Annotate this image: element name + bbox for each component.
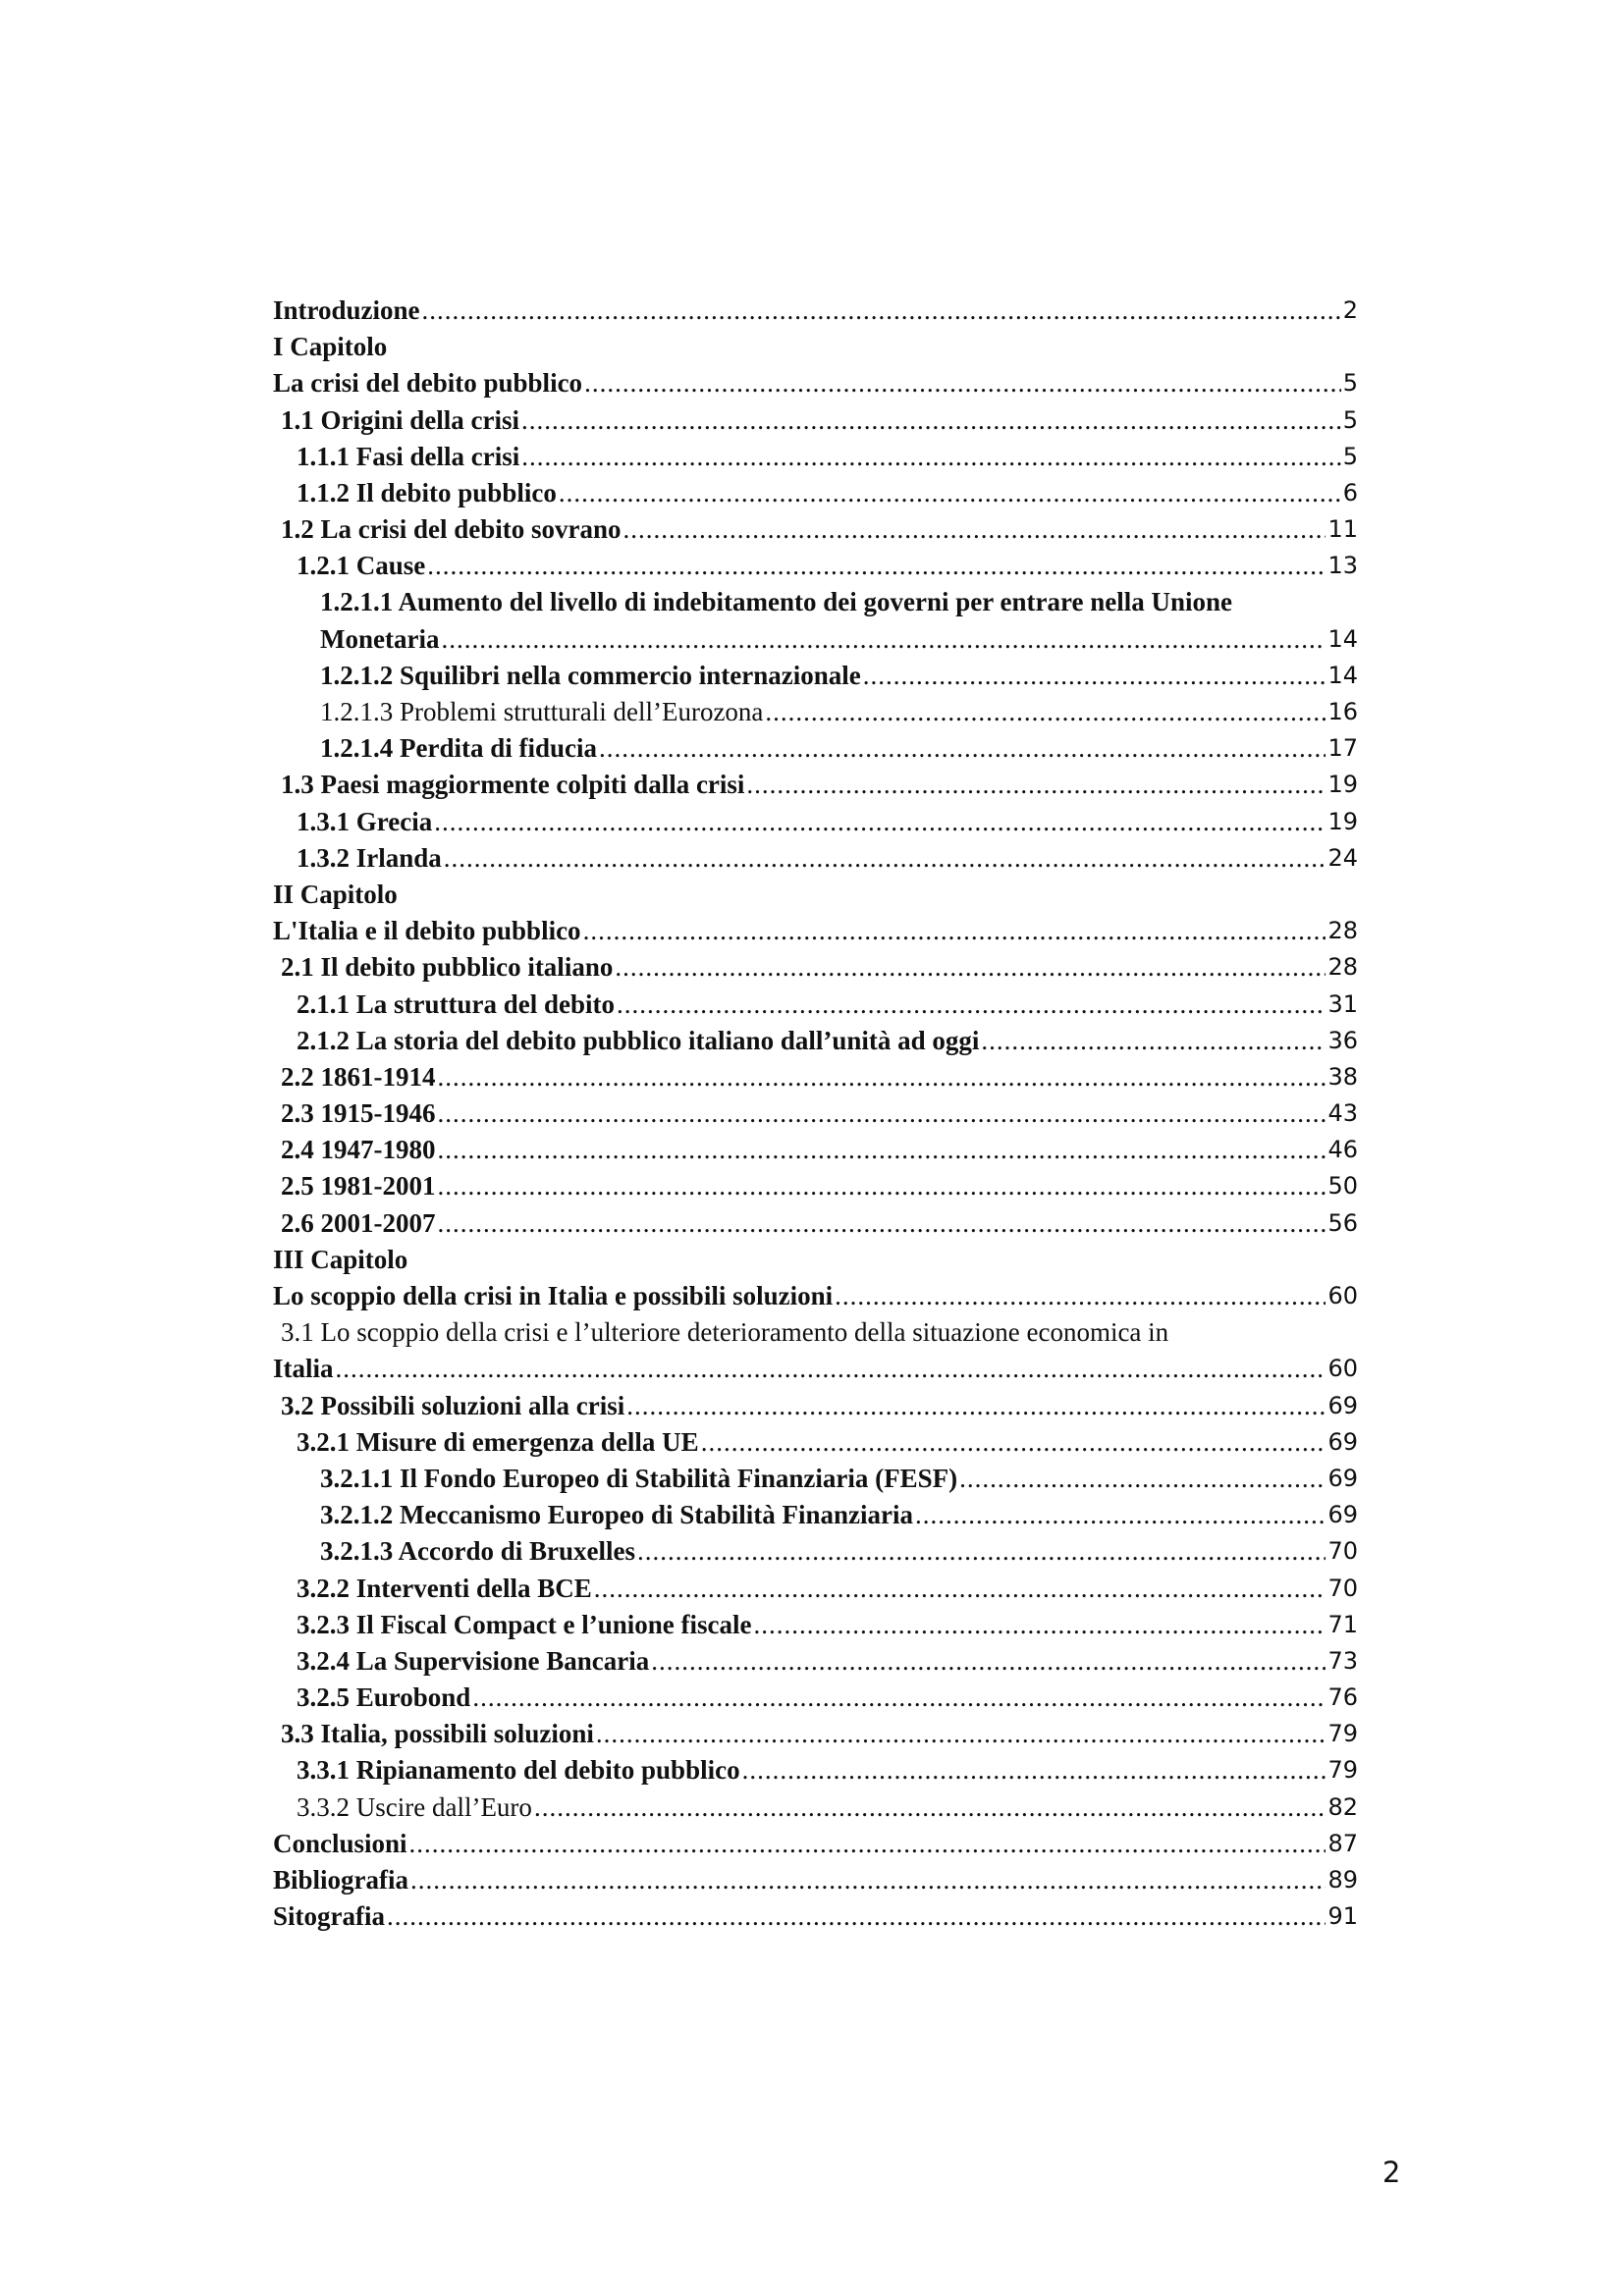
toc-entry	[273, 1533, 1358, 1570]
toc-entry-title: 1.3 Paesi maggiormente colpiti dalla crisi	[281, 770, 745, 800]
toc-entry-page: 46	[1327, 1136, 1358, 1164]
toc-entry-title: 1.1.1 Fasi della crisi	[297, 441, 520, 471]
toc-entry-title: 1.1 Origini della crisi	[281, 404, 519, 435]
toc-entry	[273, 1826, 1358, 1862]
dot-leader	[444, 840, 1326, 877]
dot-leader	[959, 1461, 1325, 1497]
toc-entry	[273, 1607, 1358, 1643]
toc-entry-page: 36	[1327, 1026, 1358, 1054]
toc-entry-title: 1.2.1.1 Aumento del livello di indebitamento dei governi per entrare nella Unione	[320, 587, 1232, 617]
dot-leader	[438, 1168, 1326, 1204]
toc-entry	[273, 365, 1358, 401]
toc-entry-page: 13	[1327, 552, 1358, 580]
toc-entry-title: Lo scoppio della crisi in Italia e possibili soluzioni	[273, 1281, 834, 1311]
dot-leader	[765, 694, 1325, 730]
toc-entry	[273, 949, 1358, 986]
toc-entry	[273, 987, 1358, 1023]
dot-leader	[594, 1571, 1326, 1607]
toc-entry	[273, 329, 1358, 365]
toc-entry-page: 70	[1327, 1537, 1358, 1566]
toc-entry-page: 5	[1342, 442, 1358, 470]
dot-leader	[559, 475, 1341, 511]
toc-entry-title: 3.3 Italia, possibili soluzioni	[281, 1719, 594, 1749]
toc-entry-page: 14	[1327, 624, 1358, 653]
toc-entry-title: 3.2.1.3 Accordo di Bruxelles	[320, 1536, 635, 1567]
toc-entry	[273, 1680, 1358, 1716]
toc-entry-title: 3.2.1.2 Meccanismo Europeo di Stabilità Finanziaria	[320, 1500, 914, 1530]
dot-leader	[427, 548, 1325, 584]
toc-entry-page: 69	[1327, 1464, 1358, 1492]
toc-entry	[273, 1571, 1358, 1607]
toc-entry-title: 1.2.1.2 Squilibri nella commercio internazionale	[320, 660, 861, 690]
toc-entry-page: 87	[1327, 1829, 1358, 1857]
toc-entry-page: 60	[1327, 1282, 1358, 1310]
dot-leader	[617, 987, 1325, 1023]
toc-entry	[273, 767, 1358, 803]
dot-leader	[742, 1752, 1326, 1789]
toc-entry-page: 38	[1327, 1062, 1358, 1091]
toc-entry	[273, 1898, 1358, 1935]
toc-entry-title: Sitografia	[273, 1901, 385, 1932]
toc-entry	[273, 1095, 1358, 1132]
toc-entry	[273, 694, 1358, 730]
dot-leader	[746, 767, 1325, 803]
toc-entry-title: La crisi del debito pubblico	[273, 368, 583, 399]
toc-entry-page: 5	[1342, 369, 1358, 398]
dot-leader	[583, 913, 1326, 949]
toc-entry-page: 6	[1342, 478, 1358, 507]
toc-entry	[273, 877, 1358, 913]
toc-entry-page: 31	[1327, 989, 1358, 1018]
toc-entry	[273, 1424, 1358, 1461]
dot-leader	[623, 511, 1326, 548]
toc-entry	[273, 293, 1358, 329]
toc-entry-title: 3.2.3 Il Fiscal Compact e l’unione fiscale	[297, 1609, 752, 1639]
dot-leader	[438, 1095, 1326, 1132]
toc-entry-page: 76	[1327, 1683, 1358, 1712]
toc-entry-page: 91	[1327, 1902, 1358, 1931]
dot-leader	[596, 1716, 1326, 1752]
dot-leader	[387, 1898, 1325, 1935]
toc-entry	[273, 511, 1358, 548]
toc-entry-page: 79	[1327, 1756, 1358, 1785]
toc-entry-title: 2.4 1947-1980	[281, 1135, 436, 1165]
toc-entry	[273, 1643, 1358, 1680]
toc-entry-page: 70	[1327, 1574, 1358, 1602]
toc-entry-title: 1.3.1 Grecia	[297, 806, 433, 836]
page-number: 2	[1382, 2156, 1401, 2189]
toc-entry-page: 14	[1327, 661, 1358, 689]
toc-entry	[273, 1351, 1358, 1387]
toc-entry	[273, 1789, 1358, 1826]
toc-entry-title: 2.1 Il debito pubblico italiano	[281, 952, 614, 983]
toc-entry-title: 2.5 1981-2001	[281, 1171, 436, 1201]
toc-entry	[273, 730, 1358, 767]
dot-leader	[434, 804, 1325, 840]
dot-leader	[637, 1533, 1325, 1570]
dot-leader	[534, 1789, 1326, 1826]
toc-entry-title: I Capitolo	[273, 332, 388, 362]
toc-entry-page: 69	[1327, 1391, 1358, 1419]
dot-leader	[615, 949, 1325, 986]
toc-entry	[273, 1023, 1358, 1059]
toc-entry	[273, 402, 1358, 439]
toc-entry-page: 16	[1327, 698, 1358, 726]
toc-entry	[273, 1205, 1358, 1242]
toc-entry-title: 2.1.1 La struttura del debito	[297, 988, 615, 1019]
dot-leader	[521, 439, 1340, 475]
toc-entry-page: 50	[1327, 1172, 1358, 1201]
toc-entry-page: 82	[1327, 1792, 1358, 1821]
dot-leader	[441, 621, 1325, 658]
toc-entry-title: 3.2.1 Misure di emergenza della UE	[297, 1426, 699, 1457]
toc-entry-title: Monetaria	[320, 623, 440, 654]
toc-entry-page: 19	[1327, 771, 1358, 799]
toc-entry-title: 3.2.5 Eurobond	[297, 1682, 471, 1713]
toc-entry	[273, 1388, 1358, 1424]
dot-leader	[599, 730, 1325, 767]
toc-entry-page: 11	[1327, 515, 1358, 544]
toc-entry-page: 2	[1342, 295, 1358, 324]
toc-entry-title: 3.3.2 Uscire dall’Euro	[297, 1791, 532, 1822]
toc-entry-title: III Capitolo	[273, 1244, 408, 1274]
toc-entry-page: 17	[1327, 734, 1358, 763]
toc-entry-page: 89	[1327, 1866, 1358, 1895]
toc-entry	[273, 913, 1358, 949]
toc-entry	[273, 840, 1358, 877]
toc-entry	[273, 1497, 1358, 1533]
dot-leader	[626, 1388, 1325, 1424]
toc-entry	[273, 1753, 1358, 1789]
toc-entry-page: 69	[1327, 1427, 1358, 1456]
dot-leader	[915, 1497, 1325, 1533]
toc-entry	[273, 804, 1358, 840]
toc-entry	[273, 1059, 1358, 1095]
toc-entry-title: Introduzione	[273, 294, 420, 325]
dot-leader	[981, 1023, 1325, 1059]
dot-leader	[753, 1607, 1325, 1643]
toc-entry	[273, 548, 1358, 584]
toc-entry-title: 1.2 La crisi del debito sovrano	[281, 514, 622, 545]
toc-entry-title: 1.3.2 Irlanda	[297, 842, 442, 873]
toc-entry	[273, 439, 1358, 475]
dot-leader	[438, 1132, 1326, 1168]
dot-leader	[438, 1059, 1326, 1095]
dot-leader	[835, 1278, 1325, 1314]
toc-entry	[273, 1242, 1358, 1278]
dot-leader	[409, 1826, 1326, 1862]
toc-entry-page: 71	[1327, 1610, 1358, 1638]
toc-entry-title: 3.2 Possibili soluzioni alla crisi	[281, 1390, 625, 1420]
toc-entry	[273, 1716, 1358, 1752]
toc-entry-page: 60	[1327, 1355, 1358, 1383]
toc-entry-title: 3.1 Lo scoppio della crisi e l’ulteriore deterioramento della situazione economica in	[281, 1317, 1169, 1348]
toc-entry-page: 28	[1327, 917, 1358, 945]
toc-entry	[273, 1461, 1358, 1497]
toc-entry-title: 2.6 2001-2007	[281, 1207, 436, 1238]
toc-entry-title: 1.2.1.3 Problemi strutturali dell’Eurozona	[320, 697, 764, 727]
toc-entry-title: 3.2.1.1 Il Fondo Europeo di Stabilità Finanziaria (FESF)	[320, 1463, 958, 1493]
toc-entry-page: 28	[1327, 953, 1358, 982]
dot-leader	[651, 1643, 1325, 1680]
dot-leader	[472, 1680, 1325, 1716]
toc-entry-title: Bibliografia	[273, 1865, 409, 1896]
toc-entry	[273, 1278, 1358, 1314]
dot-leader	[863, 658, 1326, 694]
toc-entry-page: 5	[1342, 405, 1358, 434]
toc-entry-title: II Capitolo	[273, 879, 398, 909]
toc-entry-title: 1.1.2 Il debito pubblico	[297, 477, 557, 507]
toc-entry-page: 24	[1327, 843, 1358, 872]
toc-entry-title: 3.3.1 Ripianamento del debito pubblico	[297, 1755, 740, 1786]
dot-leader	[584, 365, 1341, 401]
toc-entry	[273, 475, 1358, 511]
toc-entry-page: 56	[1327, 1208, 1358, 1237]
toc-entry	[273, 1132, 1358, 1168]
toc-entry-page: 73	[1327, 1646, 1358, 1675]
toc-entry-title: Conclusioni	[273, 1828, 407, 1858]
toc-entry-title: 1.2.1.4 Perdita di fiducia	[320, 733, 597, 764]
toc-entry-title: 2.1.2 La storia del debito pubblico italiano dall’unità ad oggi	[297, 1025, 980, 1055]
toc-entry	[273, 658, 1358, 694]
toc-entry	[273, 1169, 1358, 1205]
toc-entry-title: L'Italia e il debito pubblico	[273, 916, 581, 946]
toc-entry-page: 43	[1327, 1099, 1358, 1128]
dot-leader	[410, 1862, 1325, 1898]
toc-entry	[273, 1862, 1358, 1898]
dot-leader	[422, 293, 1341, 329]
toc-entry-page: 69	[1327, 1501, 1358, 1529]
toc-entry-title: 2.2 1861-1914	[281, 1061, 436, 1092]
toc-entry-title: 2.3 1915-1946	[281, 1098, 436, 1129]
dot-leader	[336, 1351, 1326, 1387]
dot-leader	[438, 1205, 1326, 1242]
toc-entry-title: 3.2.4 La Supervisione Bancaria	[297, 1645, 650, 1676]
toc-entry-title: 3.2.2 Interventi della BCE	[297, 1573, 592, 1603]
toc-entry-title: Italia	[273, 1354, 334, 1384]
table-of-contents	[273, 293, 1358, 1935]
toc-entry-page: 79	[1327, 1720, 1358, 1748]
toc-entry	[273, 621, 1358, 658]
dot-leader	[521, 402, 1341, 439]
toc-entry-page: 19	[1327, 807, 1358, 835]
dot-leader	[701, 1424, 1326, 1461]
toc-entry	[273, 1314, 1358, 1351]
toc-entry	[273, 585, 1358, 621]
toc-entry-title: 1.2.1 Cause	[297, 551, 426, 581]
